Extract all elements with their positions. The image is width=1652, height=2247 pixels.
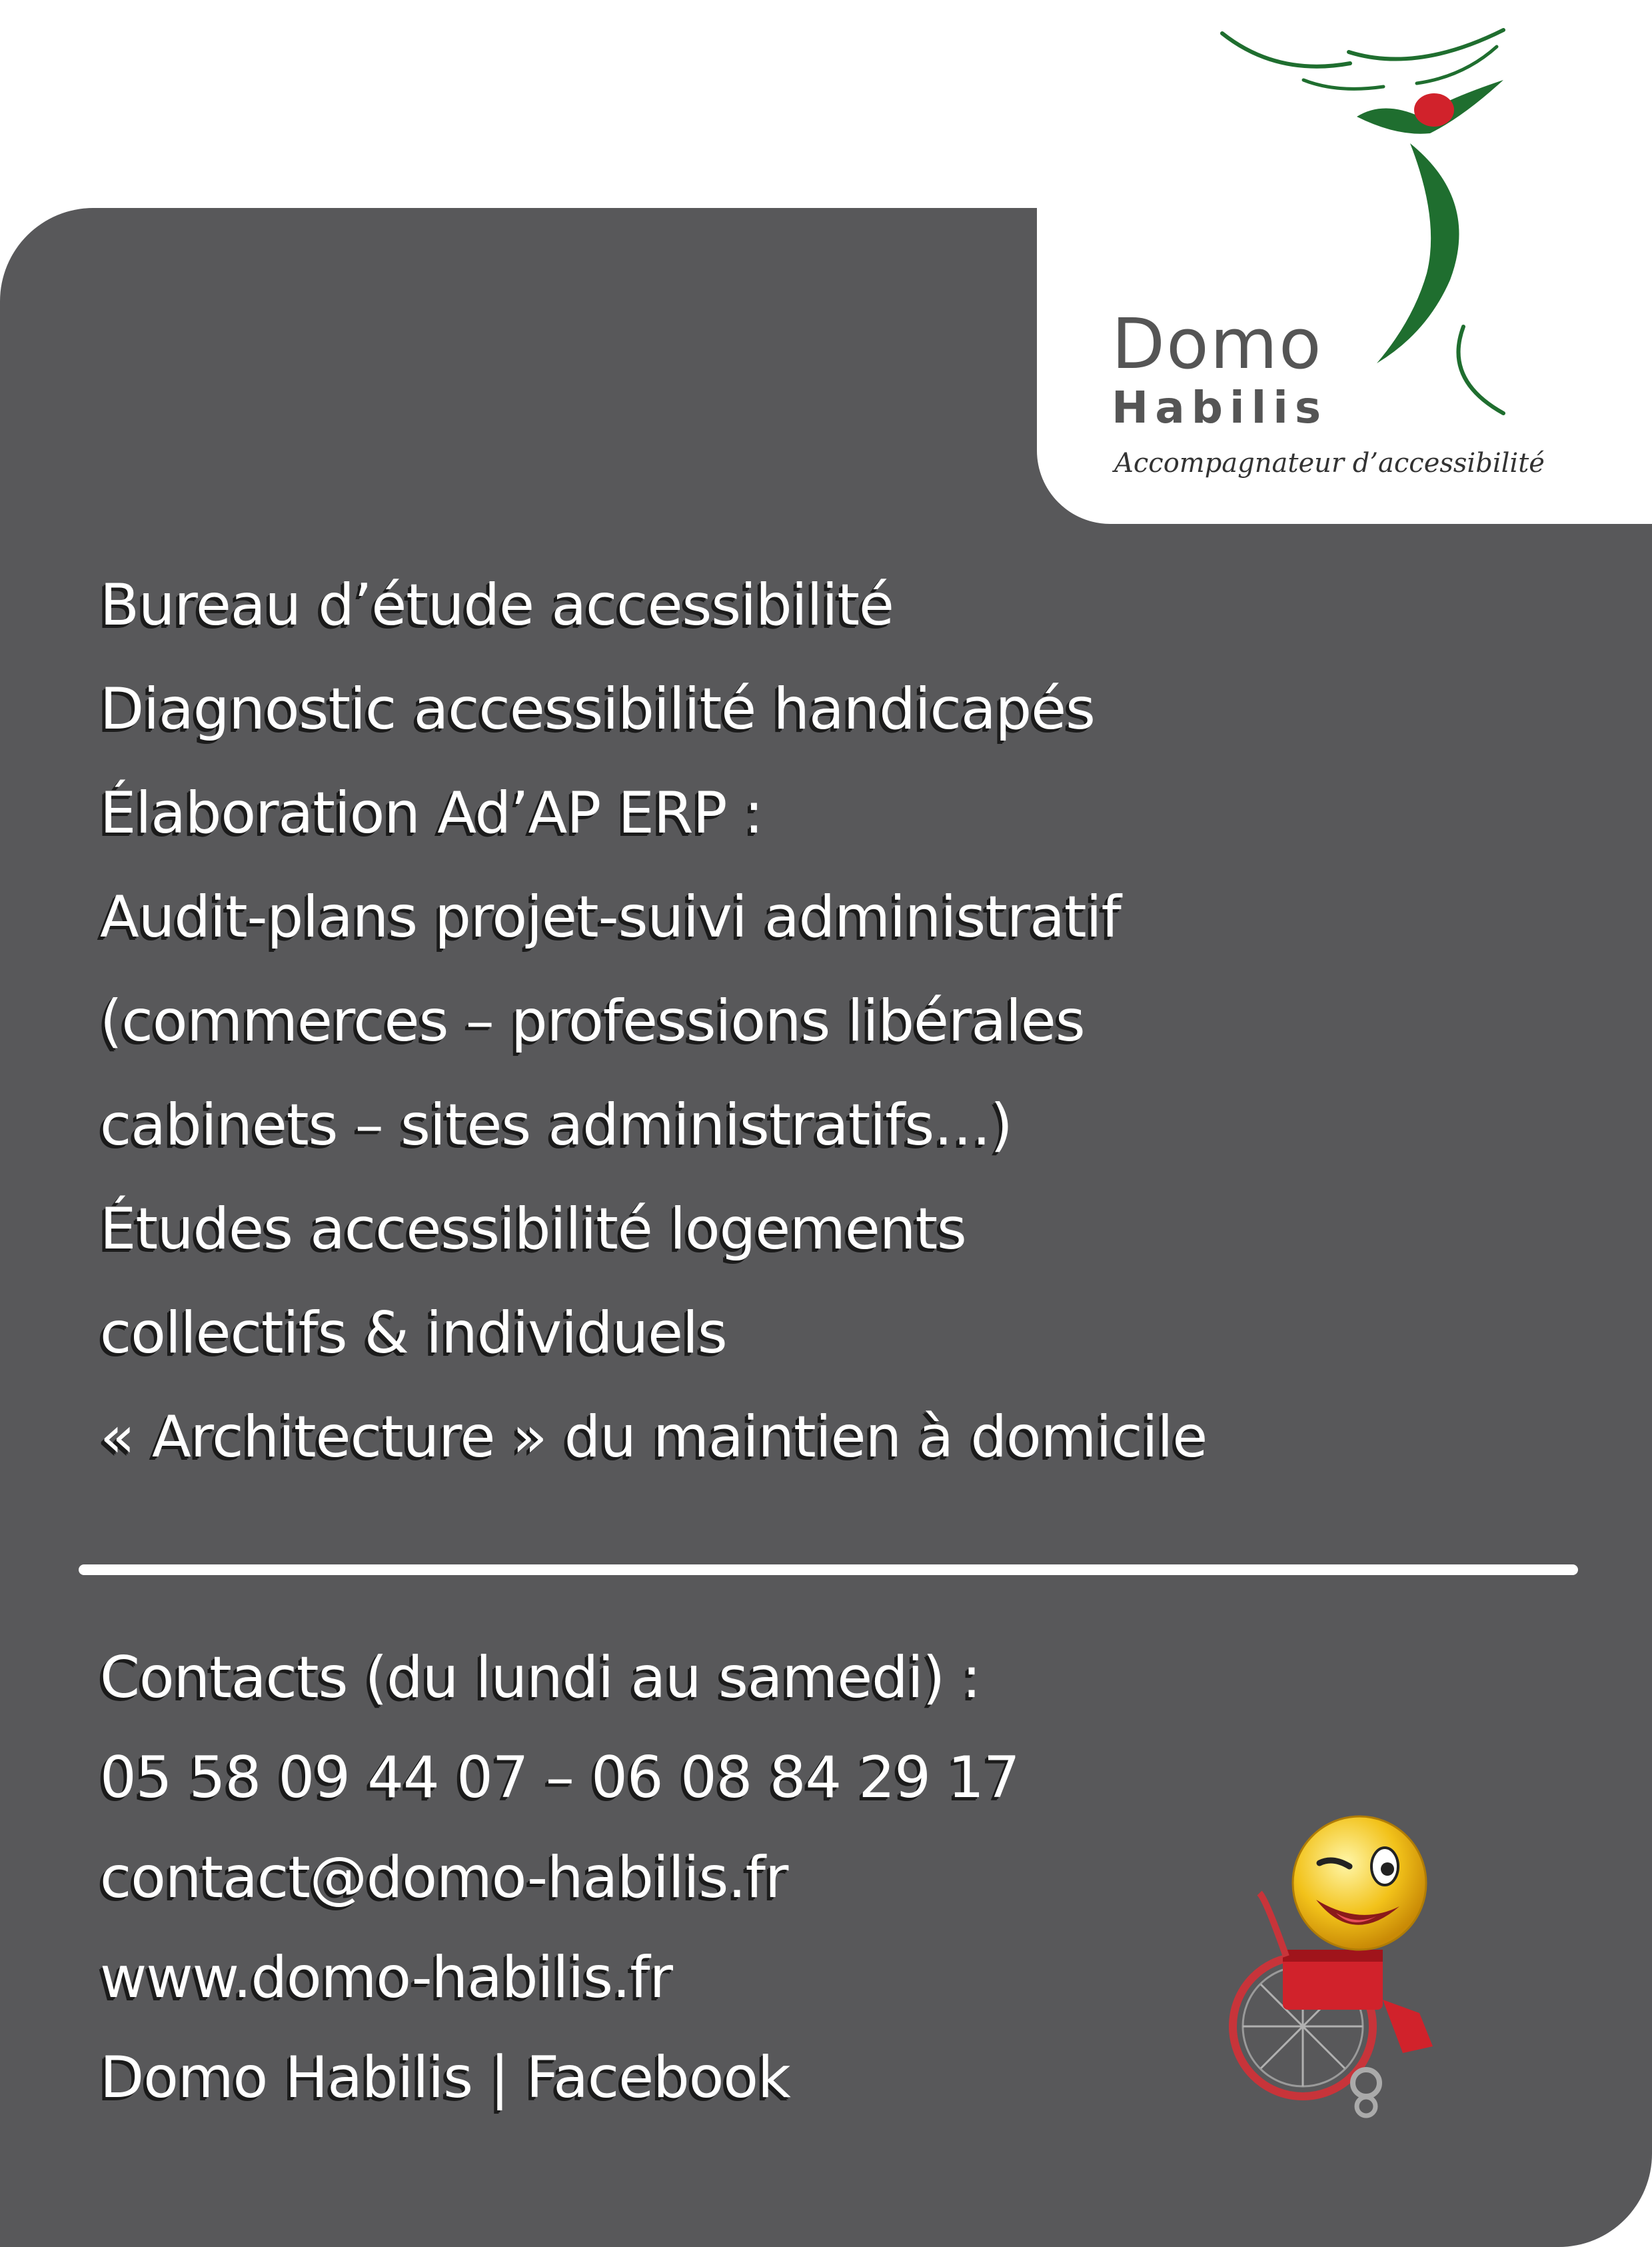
service-item: Diagnostic accessibilité handicapés <box>100 676 1095 743</box>
service-item: Bureau d’étude accessibilité <box>100 572 894 639</box>
contact-facebook-link[interactable]: Domo Habilis | Facebook <box>100 2044 790 2111</box>
service-item: Élaboration Ad’AP ERP : <box>100 780 763 847</box>
section-divider <box>79 1564 1578 1575</box>
service-item: Études accessibilité logements <box>100 1196 966 1262</box>
service-item: (commerces – professions libérales <box>100 988 1085 1055</box>
service-item: cabinets – sites administratifs…) <box>100 1092 1012 1158</box>
contact-website-link[interactable]: www.domo-habilis.fr <box>100 1944 672 2011</box>
logo-name-habilis: Habilis <box>1112 382 1328 433</box>
contact-phones[interactable]: 05 58 09 44 07 – 06 08 84 29 17 <box>100 1744 1020 1811</box>
contacts-heading: Contacts (du lundi au samedi) : <box>100 1644 981 1711</box>
service-item: collectifs & individuels <box>100 1300 727 1366</box>
contact-email-link[interactable]: contact@domo-habilis.fr <box>100 1844 788 1911</box>
logo-figure-icon <box>1037 0 1652 524</box>
service-item: « Architecture » du maintien à domicile <box>100 1404 1208 1470</box>
contacts-list <box>100 1628 1020 2128</box>
services-list <box>100 553 1207 1489</box>
service-item: Audit-plans projet-suivi administratif <box>100 884 1121 951</box>
wheelchair-smiley-icon <box>1220 1813 1473 2120</box>
logo-tagline: Accompagnateur d’accessibilité <box>1114 448 1545 479</box>
logo-name-domo: Domo <box>1112 303 1323 385</box>
